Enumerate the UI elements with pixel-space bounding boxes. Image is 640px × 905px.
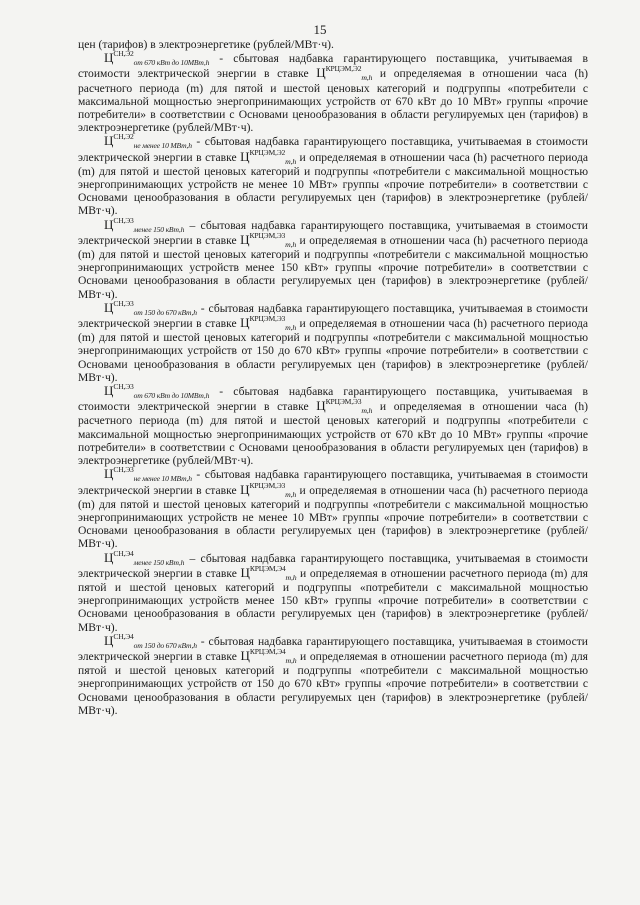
tariff-subscript: m,h [285,655,297,665]
markup-symbol [104,384,209,399]
definition-paragraph [78,467,588,550]
definition-text-part1: - сбытовая надбавка гарантирующего поставщика, учитываемая в стоимости электрической энергии в ставке [78,385,588,414]
symbol-subscript: от 670 кВт до 10МВт, [133,58,206,68]
definition-paragraph [78,384,588,467]
tariff-subscript: m,h [285,239,297,249]
symbol-subscript: не менее 10 МВт, [133,141,189,151]
symbol-letter: Ц [104,50,114,66]
tariff-letter: Ц [240,231,250,247]
markup-symbol [104,548,185,567]
tariff-symbol [240,480,297,499]
symbol-subscript: от 670 кВт до 10МВт, [133,391,206,401]
tariff-subscript: m,h [285,156,297,166]
symbol-subscript: не менее 10 МВт, [133,474,189,484]
definition-text-part2: и определяемая в отношении часа (h) расчетного периода (m) для пятой и шестой ценовых категорий и подгруппы «потребители с максимальной мощностью энергопринимающих устройств от 670 кВт до 10 МВт» группы «прочие потребители» в соответствии с Основами ценообразования в области регулируемых цен (тарифов) в электроэнергетике (рублей/МВт·ч). [78,67,588,135]
definition-text-part2: и определяемая в отношении часа (h) расчетного периода (m) для пятой и шестой ценовых категорий и подгруппы «потребители с максимальной мощностью энергопринимающих устройств от 150 до 670 кВт» группы «прочие потребители» в соответствии с Основами ценообразования в области регулируемых цен (тарифов) в электроэнергетике (рублей/МВт·ч). [78,317,588,384]
tariff-superscript: КРЦЭМ,Э4 [249,563,286,573]
tariff-symbol [316,397,373,416]
symbol-hour-index: h [205,58,210,68]
tariff-subscript: m,h [361,406,373,416]
tariff-letter: Ц [240,647,250,663]
document-body [78,38,588,717]
symbol-superscript: СН,Э2 [113,49,134,59]
tariff-symbol [240,646,297,665]
symbol-superscript: СН,Э3 [113,215,134,225]
tariff-letter: Ц [316,65,326,81]
definition-text-part2: и определяемая в отношении расчетного периода (m) для пятой и шестой ценовых категорий и подгруппы «потребители с максимальной мощностью энергопринимающих устройств от 150 до 670 кВт» группы «прочие потребители» в соответствии с Основами ценообразования в области регулируемых цен (тарифов) в электроэнергетике (рублей/МВт·ч). [78,649,588,717]
symbol-superscript: СН,Э4 [113,631,134,641]
tariff-letter: Ц [240,481,250,497]
definition-paragraph [78,134,588,217]
tariff-subscript: m,h [285,572,297,582]
symbol-subscript: от 150 до 670 кВт, [133,307,194,317]
symbol-letter: Ц [104,466,114,482]
tariff-subscript: m,h [361,73,373,83]
symbol-hour-index: h [188,474,192,484]
definition-text-part2: и определяемая в отношении часа (h) расчетного периода (m) для пятой и шестой ценовых категорий и подгруппы «потребители с максимальной мощностью энергопринимающих устройств не менее 10 МВт» группы «прочие потребители» в соответствии с Основами ценообразования в области регулируемых цен (тарифов) в электроэнергетике (рублей/МВт·ч). [78,483,588,551]
tariff-superscript: КРЦЭМ,Э4 [249,646,286,656]
definition-text-part2: и определяемая в отношении часа (h) расчетного периода (m) для пятой и шестой ценовых категорий и подгруппы «потребители с максимальной мощностью энергопринимающих устройств менее 150 кВт» группы «прочие потребители» в соответствии с Основами ценообразования в области регулируемых цен (тарифов) в электроэнергетике (рублей/МВт·ч). [78,233,588,301]
paragraph-list [78,51,588,717]
symbol-superscript: СН,Э3 [113,382,134,392]
tariff-superscript: КРЦЭМ,Э2 [249,147,286,157]
tariff-symbol [240,147,297,166]
symbol-hour-index: h [188,141,192,151]
markup-symbol [104,215,185,234]
markup-symbol [104,51,209,66]
tariff-superscript: КРЦЭМ,Э2 [325,64,362,74]
symbol-superscript: СН,Э3 [113,465,134,475]
page-number: 15 [313,22,327,37]
definition-text-part2: и определяемая в отношении часа (h) расчетного периода (m) для пятой и шестой ценовых категорий и подгруппы «потребители с максимальной мощностью энергопринимающих устройств от 670 кВт до 10 МВт» группы «прочие потребители» в соответствии с Основами ценообразования в области регулируемых цен (тарифов) в электроэнергетике (рублей/МВт·ч). [78,400,588,468]
definition-text-part1: – сбытовая надбавка гарантирующего поставщика, учитываемая в стоимости электрической энергии в ставке [78,218,588,247]
tariff-letter: Ц [316,398,326,414]
markup-symbol [104,298,197,317]
definition-text-part1: - сбытовая надбавка гарантирующего поставщика, учитываемая в стоимости электрической энергии в ставке [78,52,588,81]
definition-paragraph [78,298,588,384]
tariff-superscript: КРЦЭМ,Э3 [249,230,286,240]
tariff-superscript: КРЦЭМ,Э3 [249,480,286,490]
tariff-superscript: КРЦЭМ,Э3 [325,397,362,407]
symbol-subscript: менее 150 кВт, [133,557,181,567]
tariff-symbol [240,563,297,582]
definition-paragraph [78,631,588,717]
symbol-letter: Ц [104,216,114,232]
definition-paragraph [78,548,588,634]
symbol-superscript: СН,Э3 [113,298,134,308]
definition-text-part1: - сбытовая надбавка гарантирующего поставщика, учитываемая в стоимости электрической энергии в ставке [78,634,588,663]
definition-text-part1: – сбытовая надбавка гарантирующего поставщика, учитываемая в стоимости электрической энергии в ставке [78,551,588,580]
tariff-symbol [240,230,297,249]
definition-paragraph [78,215,588,301]
symbol-letter: Ц [104,549,114,565]
markup-symbol [104,134,192,149]
tariff-letter: Ц [240,148,250,164]
tariff-subscript: m,h [285,323,297,333]
symbol-subscript: менее 150 кВт, [133,224,181,234]
symbol-hour-index: h [205,391,210,401]
symbol-letter: Ц [104,299,114,315]
definition-text-part2: и определяемая в отношении часа (h) расчетного периода (m) для пятой и шестой ценовых категорий и подгруппы «потребители с максимальной мощностью энергопринимающих устройств не менее 10 МВт» группы «прочие потребители» в соответствии с Основами ценообразования в области регулируемых цен (тарифов) в электроэнергетике (рублей/МВт·ч). [78,150,588,218]
symbol-subscript: от 150 до 670 кВт, [133,640,194,650]
symbol-superscript: СН,Э2 [113,132,134,142]
definition-text-part2: и определяемая в отношении расчетного периода (m) для пятой и шестой ценовых категорий и подгруппы «потребители с максимальной мощностью энергопринимающих устройств менее 150 кВт» группы «прочие потребители» в соответствии с Основами ценообразования в области регулируемых цен (тарифов) в электроэнергетике (рублей/МВт·ч). [78,566,588,634]
tariff-letter: Ц [240,564,250,580]
definition-text-part1: - сбытовая надбавка гарантирующего поставщика, учитываемая в стоимости электрической энергии в ставке [78,135,588,164]
symbol-hour-index: h [193,307,197,317]
intro-tail-text: цен (тарифов) в электроэнергетике (рублей/МВт·ч). [78,38,334,51]
tariff-superscript: КРЦЭМ,Э3 [249,314,286,324]
symbol-hour-index: h [180,224,185,234]
symbol-letter: Ц [104,632,114,648]
tariff-subscript: m,h [285,489,297,499]
tariff-symbol [240,314,297,333]
symbol-letter: Ц [104,383,114,399]
markup-symbol [104,631,197,650]
symbol-superscript: СН,Э4 [113,548,134,558]
tariff-letter: Ц [240,315,250,331]
definition-text-part1: - сбытовая надбавка гарантирующего поставщика, учитываемая в стоимости электрической энергии в ставке [78,301,588,331]
definition-paragraph [78,51,588,134]
symbol-hour-index: h [193,640,197,650]
definition-text-part1: - сбытовая надбавка гарантирующего поставщика, учитываемая в стоимости электрической энергии в ставке [78,468,588,497]
tariff-symbol [316,64,373,83]
symbol-hour-index: h [180,557,185,567]
markup-symbol [104,467,192,482]
symbol-letter: Ц [104,133,114,149]
